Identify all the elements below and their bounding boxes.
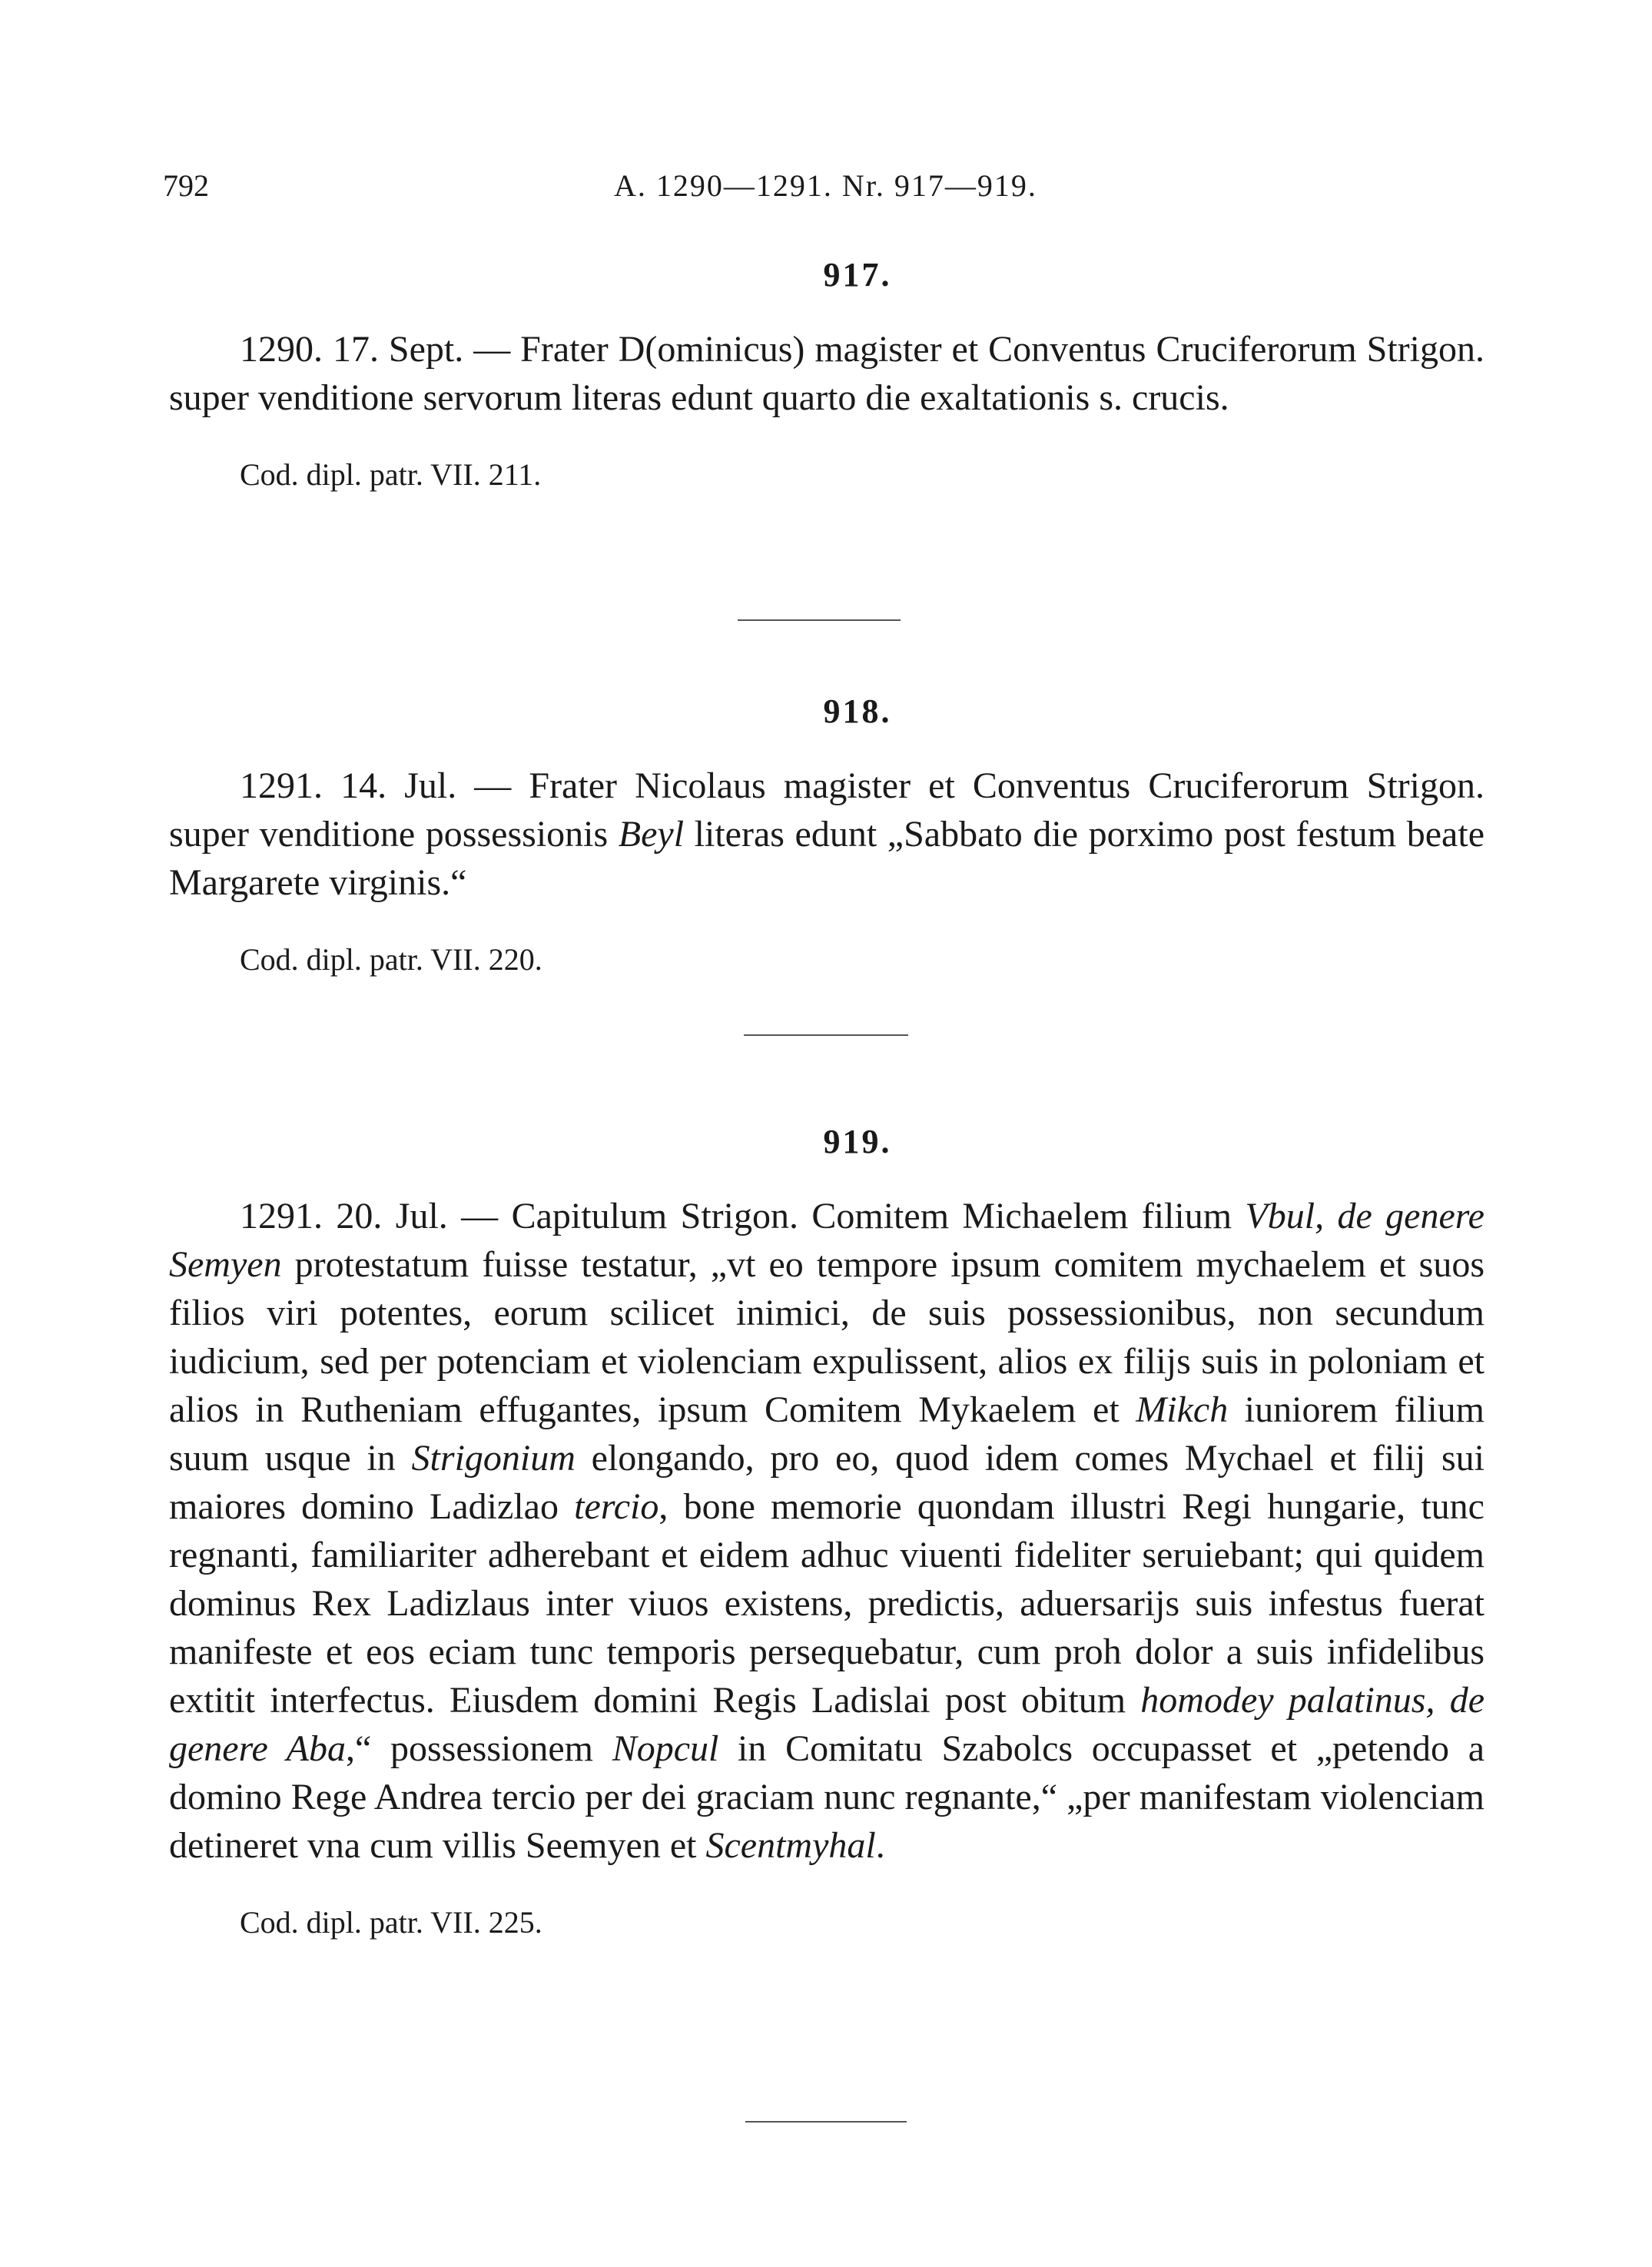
section-divider	[745, 2121, 907, 2123]
entry-number: 917.	[823, 256, 892, 294]
entry-text: 1290. 17. Sept. — Frater D(ominicus) magister et Conventus Cruciferorum Strigon. super venditione servorum literas edunt quarto die exaltationis s. crucis.	[169, 329, 1484, 418]
entry-reference: Cod. dipl. patr. VII. 211.	[240, 457, 542, 492]
entry-918	[169, 692, 1484, 977]
running-title: A. 1290—1291. Nr. 917—919.	[614, 168, 1037, 203]
entry-text: 1291. 14. Jul. — Frater Nicolaus magister et Conventus Cruciferorum Strigon. super venditione possessionis Beyl literas edunt „Sabbato die porximo post festum beate Margarete virginis.“	[169, 765, 1484, 903]
page-number: 792	[163, 168, 209, 203]
entry-number: 919.	[823, 1123, 892, 1160]
entry-917	[169, 255, 1484, 493]
section-divider	[744, 1034, 908, 1036]
entry-text: 1291. 20. Jul. — Capitulum Strigon. Comitem Michaelem filium Vbul, de genere Semyen protestatum fuisse testatur, „vt eo tempore ipsum comitem mychaelem et suos filios viri potentes, eorum scilicet inimici, de suis possessionibus, non secundum iudicium, sed per potenciam et violenciam expulissent, alios ex filijs suis in poloniam et alios in Rutheniam effugantes, ipsum Comitem Mykaelem et Mikch iuniorem filium suum usque in Strigonium elongando, pro eo, quod idem comes Mychael et filij sui maiores domino Ladizlao tercio, bone memorie quondam illustri Regi hungarie, tunc regnanti, familiariter adherebant et eidem adhuc viuenti fideliter seruiebant; qui quidem dominus Rex Ladizlaus inter viuos existens, predictis, aduersarijs suis infestus fuerat manifeste et eos eciam tunc temporis persequebatur, cum proh dolor a suis infidelibus extitit interfectus. Eiusdem domini Regis Ladislai post obitum homodey palatinus, de genere Aba,“ possessionem Nopcul in Comitatu Szabolcs occupasset et „petendo a domino Rege Andrea tercio per dei graciam nunc regnante,“ „per manifestam violenciam detineret vna cum villis Seemyen et Scentmyhal.	[169, 1196, 1485, 1866]
section-divider	[738, 619, 901, 621]
entry-reference: Cod. dipl. patr. VII. 225.	[240, 1905, 542, 1940]
entry-reference: Cod. dipl. patr. VII. 220.	[240, 942, 542, 977]
entry-number: 918.	[823, 692, 892, 730]
running-head	[163, 168, 1488, 214]
entry-919	[169, 1122, 1484, 1940]
